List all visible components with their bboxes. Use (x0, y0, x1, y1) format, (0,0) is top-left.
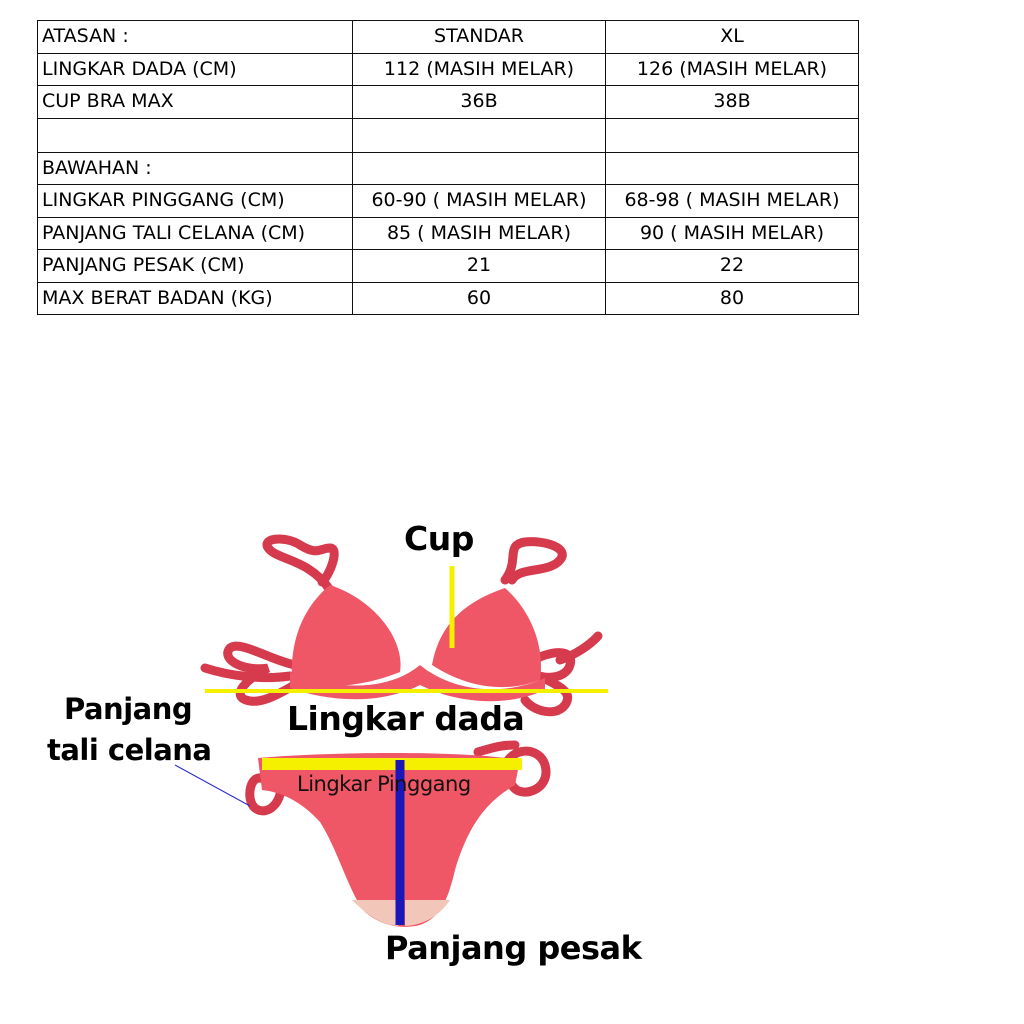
bottom-right-tie-top (478, 745, 515, 752)
table-cell: 90 ( MASIH MELAR) (606, 217, 859, 250)
table-cell: 80 (606, 282, 859, 315)
table-cell: LINGKAR PINGGANG (CM) (38, 185, 353, 218)
table-cell: 22 (606, 250, 859, 283)
table-cell: 112 (MASIH MELAR) (353, 53, 606, 86)
table-cell: 38B (606, 86, 859, 119)
table-cell: 68-98 ( MASIH MELAR) (606, 185, 859, 218)
table-cell: 85 ( MASIH MELAR) (353, 217, 606, 250)
waist-label: Lingkar Pinggang (297, 772, 471, 796)
table-cell: PANJANG PESAK (CM) (38, 250, 353, 283)
crotch-length-label: Panjang pesak (385, 929, 642, 967)
table-cell: STANDAR (353, 21, 606, 54)
table-cell: 60-90 ( MASIH MELAR) (353, 185, 606, 218)
table-cell: LINGKAR DADA (CM) (38, 53, 353, 86)
tie-length-label-line1: Panjang (64, 692, 193, 726)
table-cell: PANJANG TALI CELANA (CM) (38, 217, 353, 250)
table-cell: 21 (353, 250, 606, 283)
table-cell: MAX BERAT BADAN (KG) (38, 282, 353, 315)
table-cell: CUP BRA MAX (38, 86, 353, 119)
table-cell: 126 (MASIH MELAR) (606, 53, 859, 86)
table-cell: XL (606, 21, 859, 54)
waist-measure-bar (262, 758, 522, 770)
left-tie-loop (267, 539, 334, 590)
cup-label: Cup (404, 519, 474, 558)
bottom-lining-left (352, 900, 398, 926)
tie-length-label-line2: tali celana (47, 733, 212, 767)
table-cell: ATASAN : (38, 21, 353, 54)
table-cell: 60 (353, 282, 606, 315)
left-cup (292, 585, 401, 686)
table-cell: BAWAHAN : (38, 152, 353, 185)
right-cup (432, 588, 541, 687)
bottom-lining-right (405, 900, 450, 926)
tie-pointer-line (175, 765, 250, 806)
table-cell: 36B (353, 86, 606, 119)
right-tie-end (560, 636, 598, 660)
right-tie-loop (505, 542, 562, 580)
chest-label: Lingkar dada (287, 699, 525, 738)
